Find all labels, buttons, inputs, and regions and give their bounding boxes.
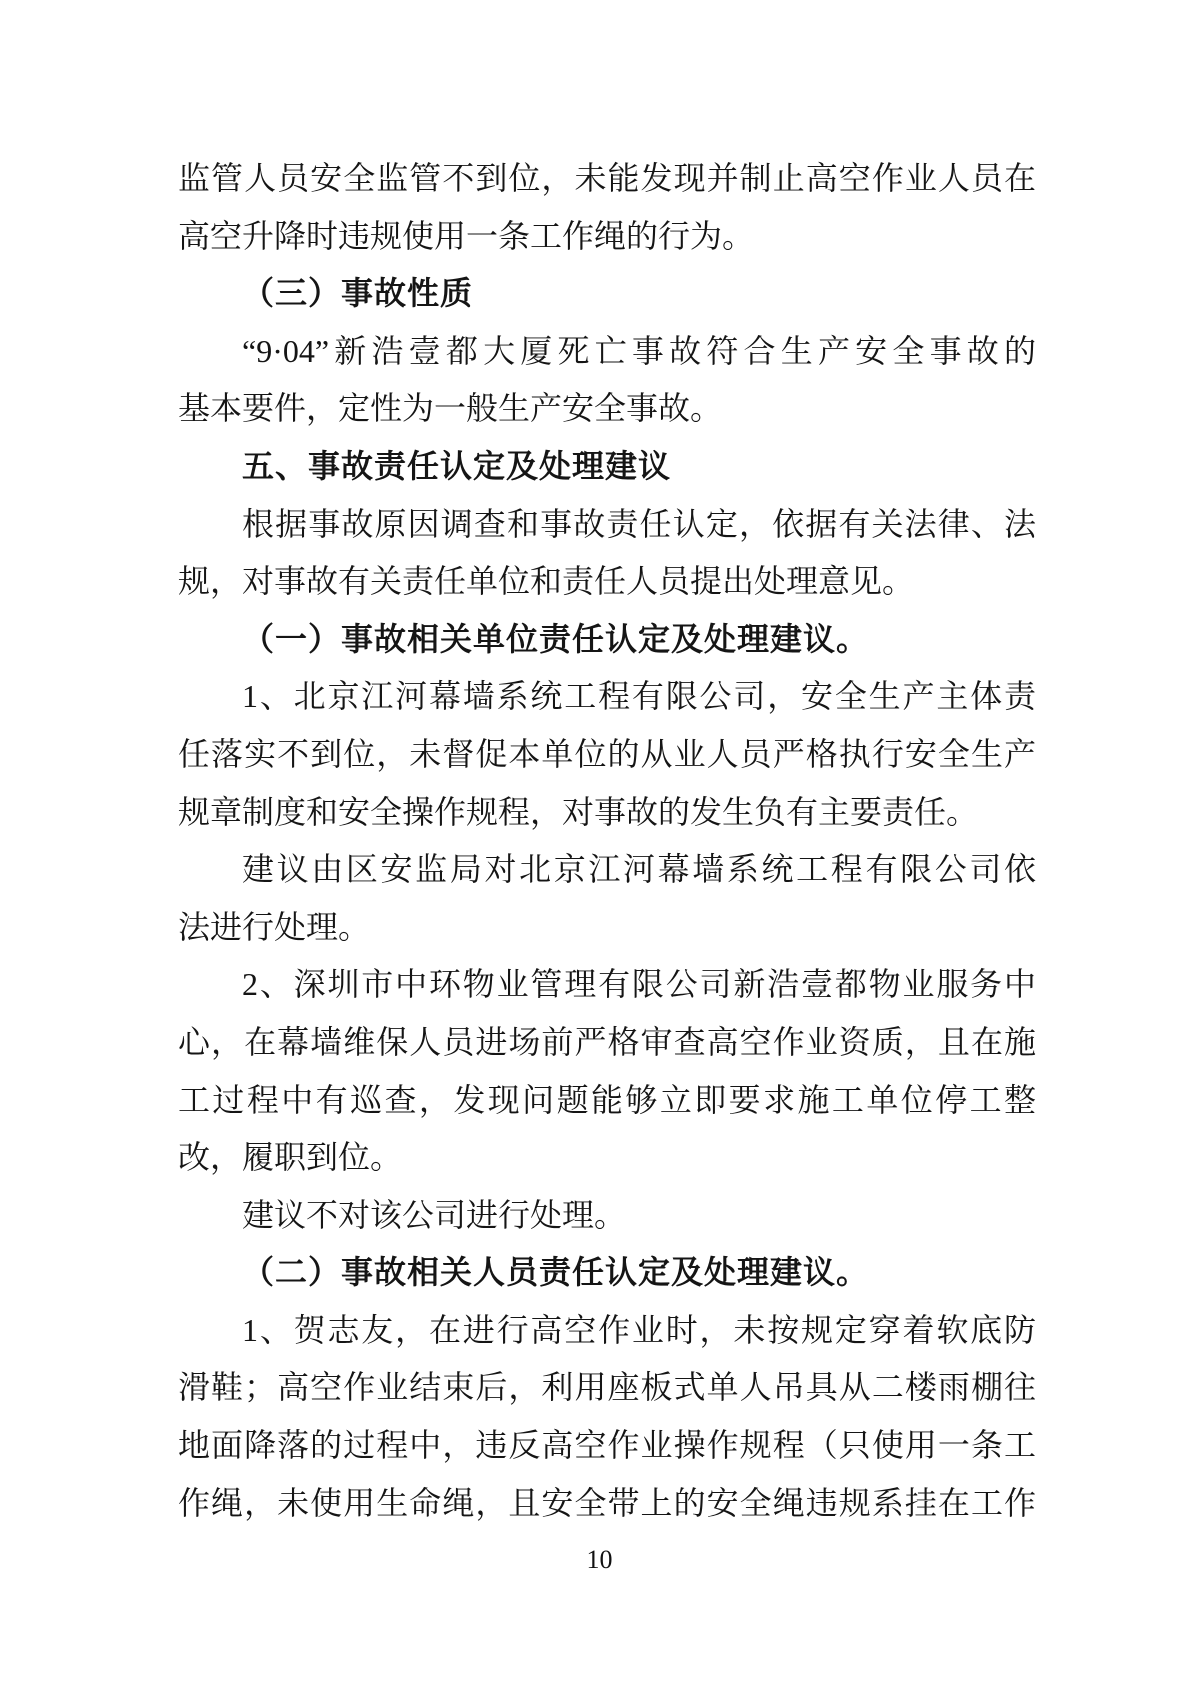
page-body bbox=[178, 150, 1036, 1532]
text-line: 建议由区安监局对北京江河幕墙系统工程有限公司依 bbox=[242, 851, 1036, 888]
text-line: 工过程中有巡查，发现问题能够立即要求施工单位停工整 bbox=[178, 1081, 1036, 1118]
text-line: 监管人员安全监管不到位，未能发现并制止高空作业人员在 bbox=[178, 160, 1036, 196]
text-line: 规章制度和安全操作规程，对事故的发生负有主要责任。 bbox=[178, 793, 979, 830]
text-line: 改，履职到位。 bbox=[178, 1139, 403, 1176]
heading-line: （一）事故相关单位责任认定及处理建议。 bbox=[242, 620, 870, 657]
text-line: 法进行处理。 bbox=[178, 908, 371, 945]
page-number: 10 bbox=[586, 1545, 613, 1574]
paragraph-company-responsibility bbox=[178, 668, 1036, 841]
paragraph-supervision-continuation bbox=[178, 150, 1036, 265]
text-line: 规，对事故有关责任单位和责任人员提出处理意见。 bbox=[178, 563, 915, 600]
paragraph-company-recommendation bbox=[178, 841, 1036, 956]
text-line: 高空升降时违规使用一条工作绳的行为。 bbox=[178, 217, 755, 254]
heading-accident-nature bbox=[178, 265, 1036, 323]
heading-line: （三）事故性质 bbox=[242, 275, 474, 312]
text-line: 1、贺志友，在进行高空作业时，未按规定穿着软底防 bbox=[242, 1311, 1036, 1348]
paragraph-accident-classification bbox=[178, 323, 1036, 438]
text-line: 滑鞋；高空作业结束后，利用座板式单人吊具从二楼雨棚往 bbox=[178, 1369, 1036, 1406]
text-line: 建议不对该公司进行处理。 bbox=[242, 1196, 627, 1233]
text-line: 任落实不到位，未督促本单位的从业人员严格执行安全生产 bbox=[178, 735, 1036, 772]
text-line: 2、深圳市中环物业管理有限公司新浩壹都物业服务中 bbox=[242, 966, 1036, 1003]
paragraph-no-action-recommendation bbox=[178, 1187, 1036, 1245]
heading-personnel-responsibility bbox=[178, 1244, 1036, 1302]
heading-line: 五、事故责任认定及处理建议 bbox=[242, 447, 672, 484]
text-line: 根据事故原因调查和事故责任认定，依据有关法律、法 bbox=[242, 505, 1036, 542]
paragraph-worker-violation bbox=[178, 1302, 1036, 1532]
heading-unit-responsibility bbox=[178, 611, 1036, 669]
text-line: “9·04”新浩壹都大厦死亡事故符合生产安全事故的 bbox=[242, 332, 1036, 369]
heading-section-five bbox=[178, 438, 1036, 496]
text-line: 心，在幕墙维保人员进场前严格审查高空作业资质，且在施 bbox=[178, 1023, 1036, 1060]
paragraph-basis-of-recommendation bbox=[178, 496, 1036, 611]
text-line: 地面降落的过程中，违反高空作业操作规程（只使用一条工 bbox=[178, 1427, 1036, 1464]
paragraph-property-management bbox=[178, 956, 1036, 1186]
heading-line: （二）事故相关人员责任认定及处理建议。 bbox=[242, 1254, 870, 1291]
text-line: 1、北京江河幕墙系统工程有限公司，安全生产主体责 bbox=[242, 678, 1036, 715]
text-line: 作绳，未使用生命绳，且安全带上的安全绳违规系挂在工作 bbox=[178, 1484, 1036, 1521]
text-line: 基本要件，定性为一般生产安全事故。 bbox=[178, 390, 723, 427]
